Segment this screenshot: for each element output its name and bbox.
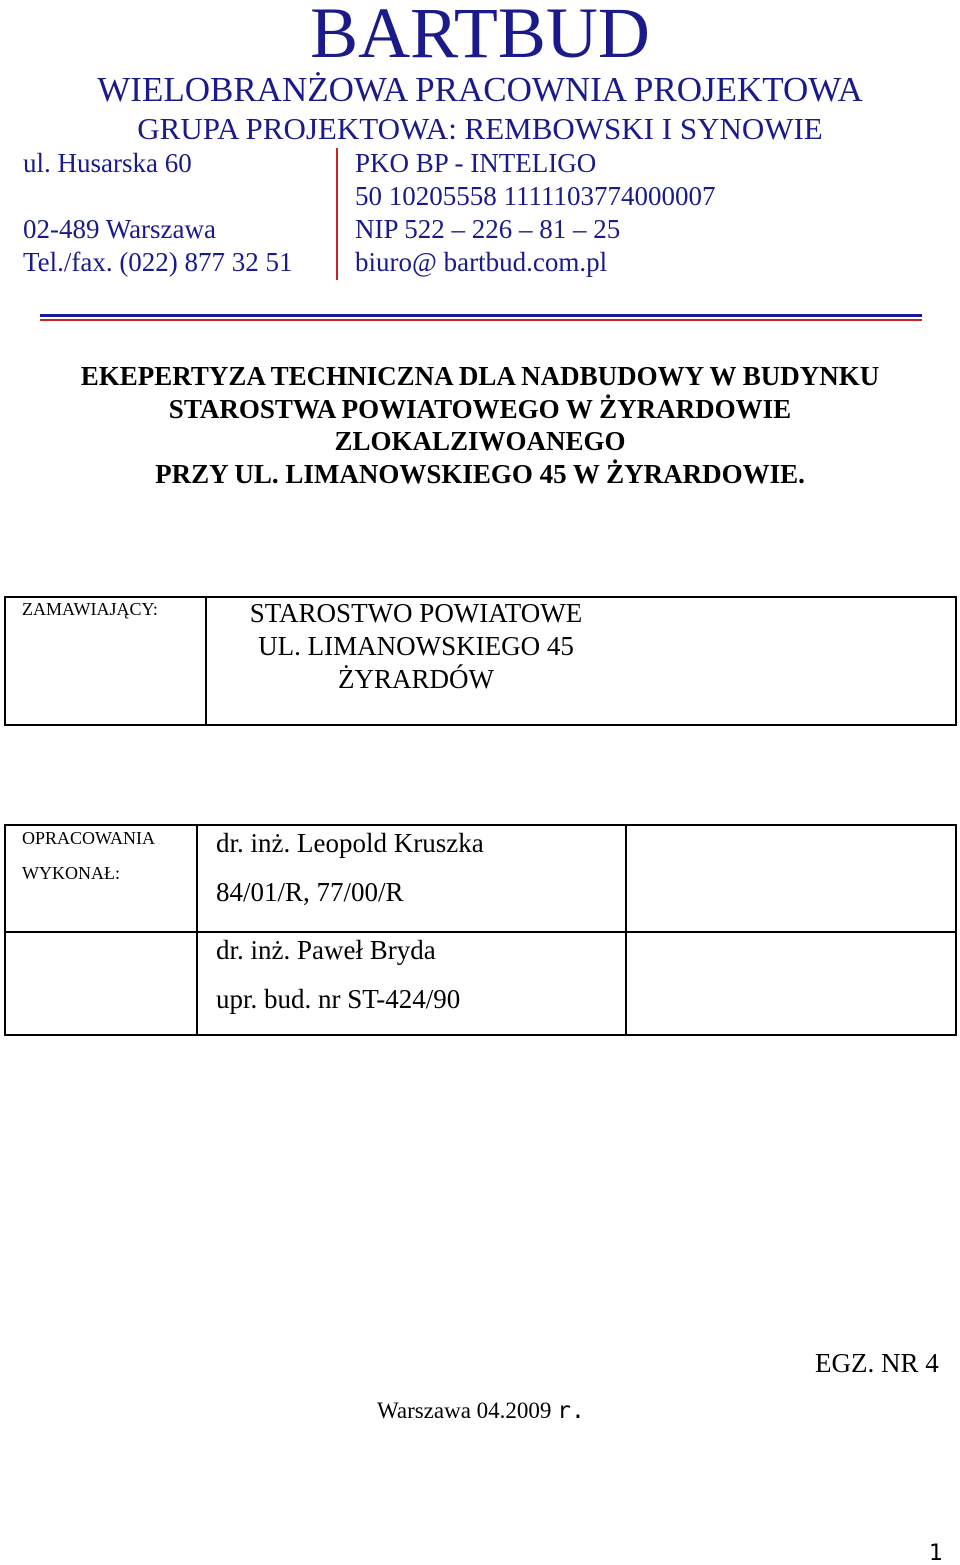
company-subtitle: WIELOBRANŻOWA PRACOWNIA PROJEKTOWA	[97, 70, 863, 109]
page-number: 1	[929, 1541, 943, 1565]
bank-account: 50 10205558 1111103774000007	[355, 181, 716, 211]
header-rule-red	[40, 319, 922, 321]
title-line-3: ZLOKALZIWOANEGO	[334, 426, 626, 456]
place-date	[377, 1398, 585, 1424]
header-divider	[336, 148, 338, 280]
authors-label-2: WYKONAŁ:	[22, 863, 120, 883]
company-group: GRUPA PROJEKTOWA: REMBOWSKI I SYNOWIE	[137, 111, 823, 146]
authors-col-divider-1	[196, 824, 198, 1036]
address-city: 02-489 Warszawa	[23, 214, 217, 244]
title-line-4: PRZY UL. LIMANOWSKIEGO 45 W ŻYRARDOWIE.	[155, 459, 805, 489]
client-street: UL. LIMANOWSKIEGO 45	[258, 631, 574, 661]
client-name: STAROSTWO POWIATOWE	[249, 598, 583, 628]
authors-col-divider-2	[625, 824, 627, 1036]
title-line-2: STAROSTWA POWIATOWEGO W ŻYRARDOWIE	[168, 394, 792, 424]
author-1-license: 84/01/R, 77/00/R	[216, 877, 404, 907]
title-line-1: EKEPERTYZA TECHNICZNA DLA NADBUDOWY W BUDYNKU	[80, 361, 880, 391]
bank-name: PKO BP - INTELIGO	[355, 148, 597, 178]
email[interactable]: biuro@ bartbud.com.pl	[355, 247, 608, 277]
authors-label-1: OPRACOWANIA	[22, 828, 156, 848]
place-date-text: Warszawa 04.2009	[377, 1398, 552, 1423]
nip: NIP 522 – 226 – 81 – 25	[355, 214, 621, 244]
client-city: ŻYRARDÓW	[338, 664, 494, 694]
author-2-license: upr. bud. nr ST-424/90	[216, 984, 461, 1014]
author-1-name: dr. inż. Leopold Kruszka	[216, 828, 484, 858]
client-label: ZAMAWIAJĄCY:	[22, 599, 158, 619]
company-name: BARTBUD	[310, 0, 650, 73]
address-phone: Tel./fax. (022) 877 32 51	[23, 247, 293, 277]
place-date-suffix: r.	[557, 1398, 585, 1424]
address-street: ul. Husarska 60	[23, 148, 192, 178]
copy-number: EGZ. NR 4	[815, 1348, 939, 1378]
author-2-name: dr. inż. Paweł Bryda	[216, 935, 436, 965]
authors-row-divider	[4, 931, 957, 933]
header-rule-blue	[40, 314, 922, 317]
